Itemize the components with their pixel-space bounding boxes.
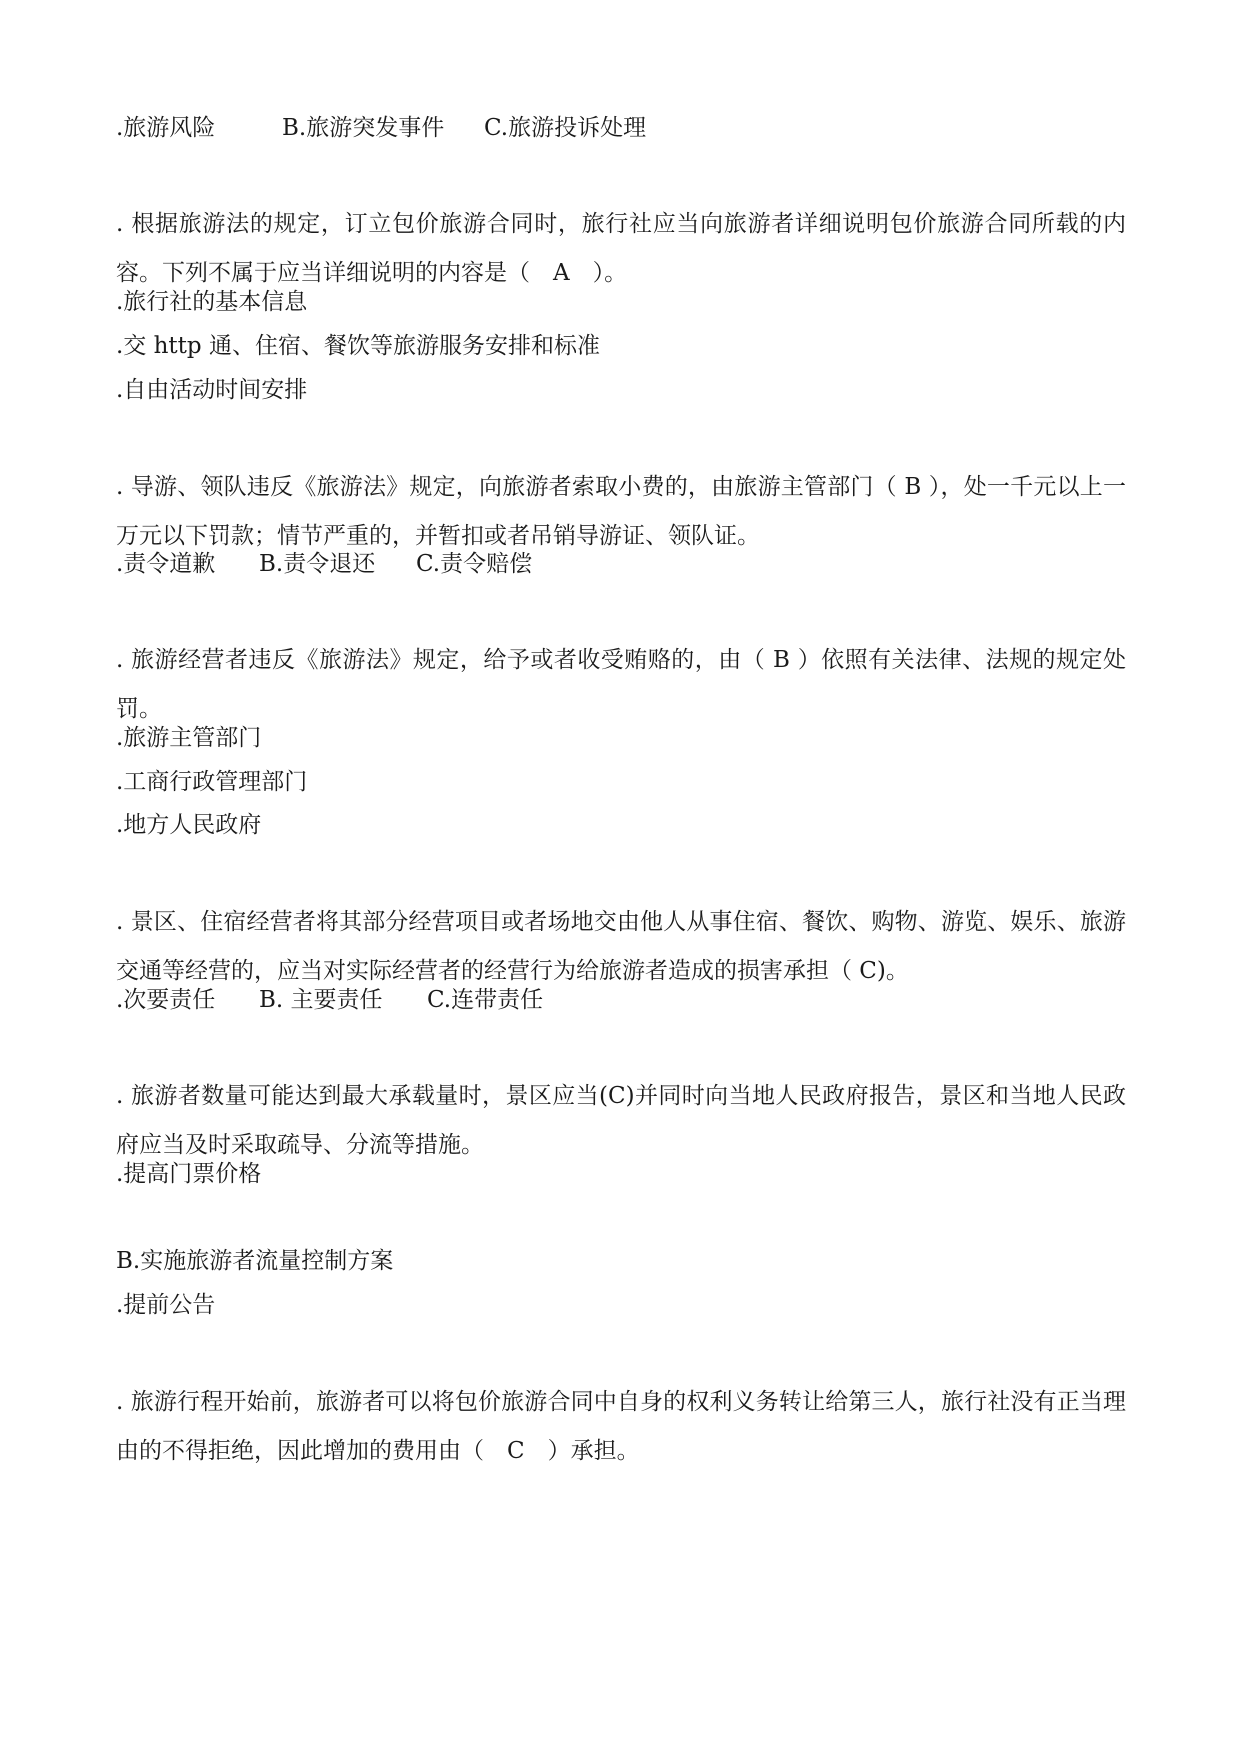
option-a: .次要责任	[116, 987, 216, 1013]
option-a: .责令道歉	[116, 551, 216, 577]
option-item: .提前公告	[116, 1292, 216, 1318]
question-text: . 根据旅游法的规定，订立包价旅游合同时，旅行社应当向旅游者详细说明包价旅游合同所载的内容。下列不属于应当详细说明的内容是（ A ）。	[116, 211, 1126, 286]
option-b: B.旅游突发事件	[282, 115, 445, 141]
option-b: B. 主要责任	[259, 987, 383, 1013]
options-row	[116, 985, 1126, 1015]
option-item: .地方人民政府	[116, 812, 262, 838]
question-text: . 景区、住宿经营者将其部分经营项目或者场地交由他人从事住宿、餐饮、购物、游览、娱乐、旅游交通等经营的，应当对实际经营者的经营行为给旅游者造成的损害承担（ C)。	[116, 909, 1126, 984]
question-text: . 旅游者数量可能达到最大承载量时，景区应当(C)并同时向当地人民政府报告，景区和当地人民政府应当及时采取疏导、分流等措施。	[116, 1083, 1126, 1158]
option-item: .交 http 通、住宿、餐饮等旅游服务安排和标准	[116, 333, 600, 359]
option-item: .旅行社的基本信息	[116, 289, 308, 315]
option-item: .旅游主管部门	[116, 725, 262, 751]
option-c: C.责令赔偿	[416, 551, 533, 577]
question-text: . 旅游行程开始前，旅游者可以将包价旅游合同中自身的权利义务转让给第三人，旅行社没有正当理由的不得拒绝，因此增加的费用由（ C ）承担。	[116, 1389, 1126, 1464]
question-text: . 导游、领队违反《旅游法》规定，向旅游者索取小费的，由旅游主管部门（ B ），处一千元以上一万元以下罚款；情节严重的，并暂扣或者吊销导游证、领队证。	[116, 474, 1126, 549]
options-row	[116, 113, 1126, 143]
option-a: .旅游风险	[116, 115, 216, 141]
option-b: B.责令退还	[259, 551, 376, 577]
option-c: C.连带责任	[427, 987, 544, 1013]
option-item: .自由活动时间安排	[116, 377, 308, 403]
option-item: B.实施旅游者流量控制方案	[116, 1248, 394, 1274]
question-text: . 旅游经营者违反《旅游法》规定，给予或者收受贿赂的，由（ B ）依照有关法律、法规的规定处罚。	[116, 647, 1126, 722]
option-item: .工商行政管理部门	[116, 769, 308, 795]
option-item: .提高门票价格	[116, 1161, 262, 1187]
option-c: C.旅游投诉处理	[484, 115, 647, 141]
options-row	[116, 549, 1126, 579]
